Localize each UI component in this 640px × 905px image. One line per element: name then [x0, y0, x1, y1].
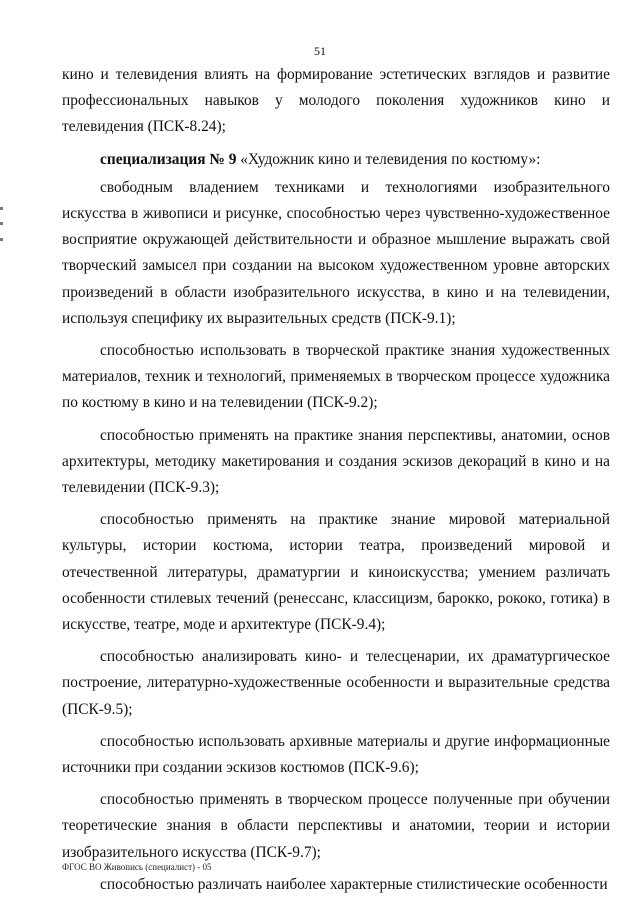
competency-psk-9-3: способностью применять на практике знания перспективы, анатомии, основ архитектуры, методику макетирования и создания эскизов декораций в кино и на телевидении (ПСК-9.3);	[62, 426, 610, 497]
specialization-heading	[62, 147, 610, 173]
scan-edge-mark	[0, 222, 3, 225]
competency-psk-9-2: способностью использовать в творческой практике знания художественных материалов, техник и технологий, применяемых в творческом процессе художника по костюму в кино и на телевидении (ПСК-9.2);	[62, 342, 610, 412]
page-number: 51	[314, 44, 326, 58]
competency-continued: способностью различать наиболее характерные стилистические особенности	[100, 875, 608, 893]
paragraph-continuation: кино и телевидения влиять на формирование эстетических взглядов и развитие профессиональных навыков у молодого поколения художников кино и телевидения (ПСК-8.24);	[62, 66, 610, 136]
page-footer: ФГОС ВО Живопись (специалист) - 05	[62, 862, 212, 872]
competency-psk-9-5: способностью анализировать кино- и телесценарии, их драматургическое построение, литературно-художественные особенности и выразительные средства (ПСК-9.5);	[62, 648, 610, 718]
competency-psk-9-7: способностью применять в творческом процессе полученные при обучении теоретические знания в области перспективы и анатомии, теории и истории изобразительного искусства (ПСК-9.7);	[62, 791, 610, 861]
competency-psk-9-6: способностью использовать архивные материалы и другие информационные источники при создании эскизов костюмов (ПСК-9.6);	[62, 732, 610, 777]
competency-psk-9-1: свободным владением техниками и технологиями изобразительного искусства в живописи и рисунке, способностью через чувственно-художественное восприятие окружающей действительности и образное мышление выражать свой творческий замысел при создании на высоком художественном уровне авторских произведений в области изобразительного искусства, в кино и на телевидении, используя специфику их выразительных средств (ПСК-9.1);	[62, 178, 610, 327]
document-body	[62, 62, 610, 904]
specialization-label: специализация № 9	[100, 150, 237, 168]
specialization-title: «Художник кино и телевидения по костюму»:	[240, 150, 541, 168]
scan-edge-mark	[0, 238, 3, 241]
scan-edge-mark	[0, 207, 3, 210]
competency-psk-9-4: способностью применять на практике знание мировой материальной культуры, истории костюма, истории театра, произведений мировой и отечественной литературы, драматургии и киноискусства; умением различать особенности стилевых течений (ренессанс, классицизм, барокко, рококо, готика) в искусстве, театре, моде и архитектуре (ПСК-9.4);	[62, 511, 610, 634]
